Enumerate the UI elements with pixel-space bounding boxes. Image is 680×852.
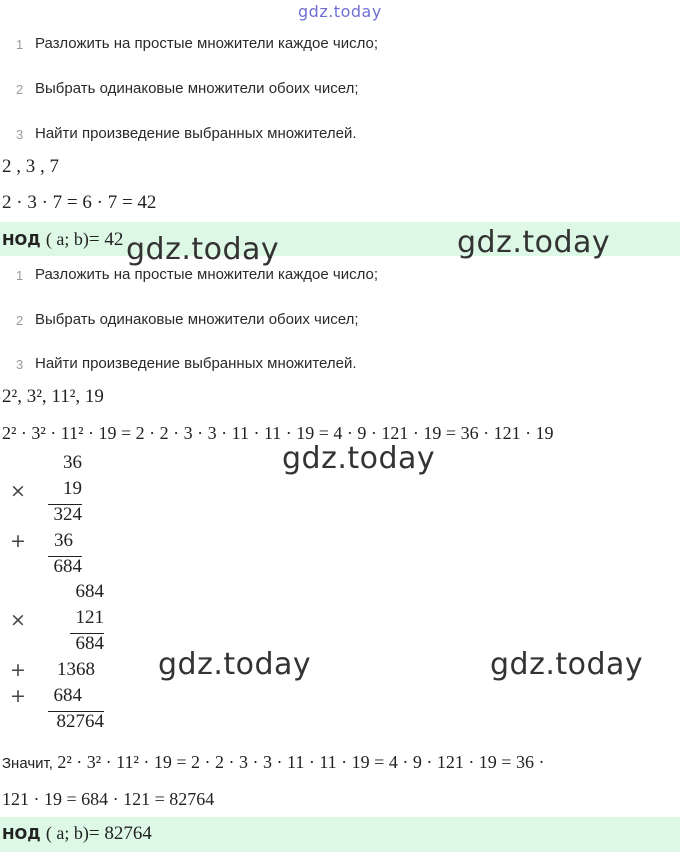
conclusion-expression: 2² · 3² · 11² · 19 = 2 · 2 · 3 · 3 · 11 · 11 · 19 = 4 · 9 · 121 · 19 = 36 ·	[57, 752, 545, 772]
watermark: gdz.today	[158, 647, 312, 682]
nod-result-1	[2, 229, 123, 251]
multiplicand: 684	[75, 581, 104, 602]
partial-product: 36	[54, 530, 73, 551]
conclusion-prefix: Значит,	[2, 755, 53, 772]
nod-args: ( a; b)	[45, 823, 89, 843]
multiply-sign: ×	[10, 480, 26, 502]
multiply-sign: ×	[10, 609, 26, 631]
multiplier: 121	[75, 607, 104, 628]
step-text: Разложить на простые множители каждое число;	[35, 35, 379, 52]
partial-product: 324	[53, 504, 82, 525]
step-text: Выбрать одинаковые множители обоих чисел;	[35, 311, 359, 328]
step-number: 2	[16, 82, 24, 97]
plus-sign: +	[10, 685, 26, 707]
step-text: Найти произведение выбранных множителей.	[35, 355, 357, 372]
step-number: 1	[16, 268, 24, 283]
partial-product: 684	[75, 633, 104, 654]
product-line-1: 2 · 3 · 7 = 6 · 7 = 42	[2, 192, 157, 213]
nod-result-2	[2, 823, 152, 845]
plus-sign: +	[10, 530, 26, 552]
partial-product: 1368	[57, 659, 95, 680]
step-text: Найти произведение выбранных множителей.	[35, 125, 357, 142]
watermark: gdz.today	[457, 225, 611, 260]
step-text: Выбрать одинаковые множители обоих чисел;	[35, 80, 359, 97]
nod-label: НОД	[2, 231, 41, 249]
step-number: 3	[16, 127, 24, 142]
conclusion-line-2: 121 · 19 = 684 · 121 = 82764	[2, 789, 215, 809]
partial-product: 684	[53, 685, 82, 706]
product-line-2: 2² · 3² · 11² · 19 = 2 · 2 · 3 · 3 · 11 · 11 · 19 = 4 · 9 · 121 · 19 = 36 · 121 · 19	[2, 423, 554, 443]
nod-args: ( a; b)	[45, 229, 89, 249]
multiplicand: 36	[63, 452, 82, 473]
plus-sign: +	[10, 659, 26, 681]
factors-line-2: 2², 3², 11², 19	[2, 386, 104, 407]
watermark: gdz.today	[126, 232, 280, 267]
factors-line-1: 2 , 3 , 7	[2, 156, 59, 177]
step-number: 2	[16, 313, 24, 328]
step-number: 1	[16, 37, 24, 52]
nod-value: = 42	[88, 229, 124, 250]
result: 82764	[56, 711, 104, 732]
result: 684	[53, 556, 82, 577]
nod-label: НОД	[2, 825, 41, 843]
multiplier: 19	[63, 478, 82, 499]
watermark-top: gdz.today	[298, 2, 382, 21]
watermark: gdz.today	[490, 647, 644, 682]
conclusion-line-1	[2, 752, 544, 773]
step-number: 3	[16, 357, 24, 372]
nod-value: = 82764	[88, 823, 152, 844]
watermark: gdz.today	[282, 441, 436, 476]
step-text: Разложить на простые множители каждое число;	[35, 266, 379, 283]
